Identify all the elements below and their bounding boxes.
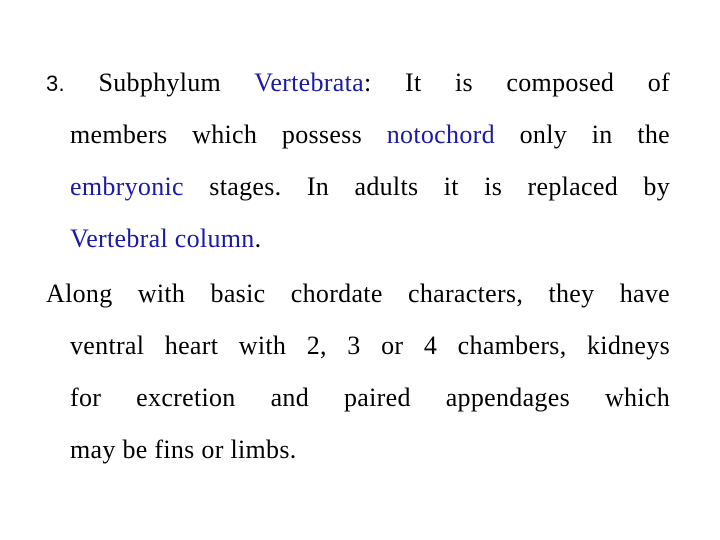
paragraph-line: ventral heart with 2, 3 or 4 chambers, kidneys: [70, 331, 670, 360]
subphylum-vertebrata-paragraph: [46, 57, 670, 265]
paragraph-line: Along with basic chordate characters, they have: [46, 279, 670, 308]
paragraph-line: for excretion and paired appendages which: [70, 383, 670, 412]
paragraph-line: may be fins or limbs.: [70, 435, 297, 464]
vertebrata-term: Vertebrata: [254, 68, 364, 97]
paragraph-line: [46, 109, 670, 161]
list-number: 3.: [46, 71, 65, 96]
line-text: : It is composed of: [363, 68, 670, 97]
vertebral-column-term: Vertebral column: [70, 224, 255, 253]
notochord-term: notochord: [386, 120, 495, 149]
line-text: only in the: [519, 120, 670, 149]
characters-paragraph: [46, 268, 670, 476]
paragraph-line: [46, 213, 670, 265]
line-text: .: [254, 224, 262, 253]
embryonic-term: embryonic: [70, 172, 184, 201]
line-text: stages. In adults it is replaced by: [209, 172, 670, 201]
paragraph-line: [46, 161, 670, 213]
line-text: members which possess: [70, 120, 363, 149]
subphylum-label: Subphylum: [98, 68, 222, 97]
paragraph-line: [46, 57, 670, 109]
